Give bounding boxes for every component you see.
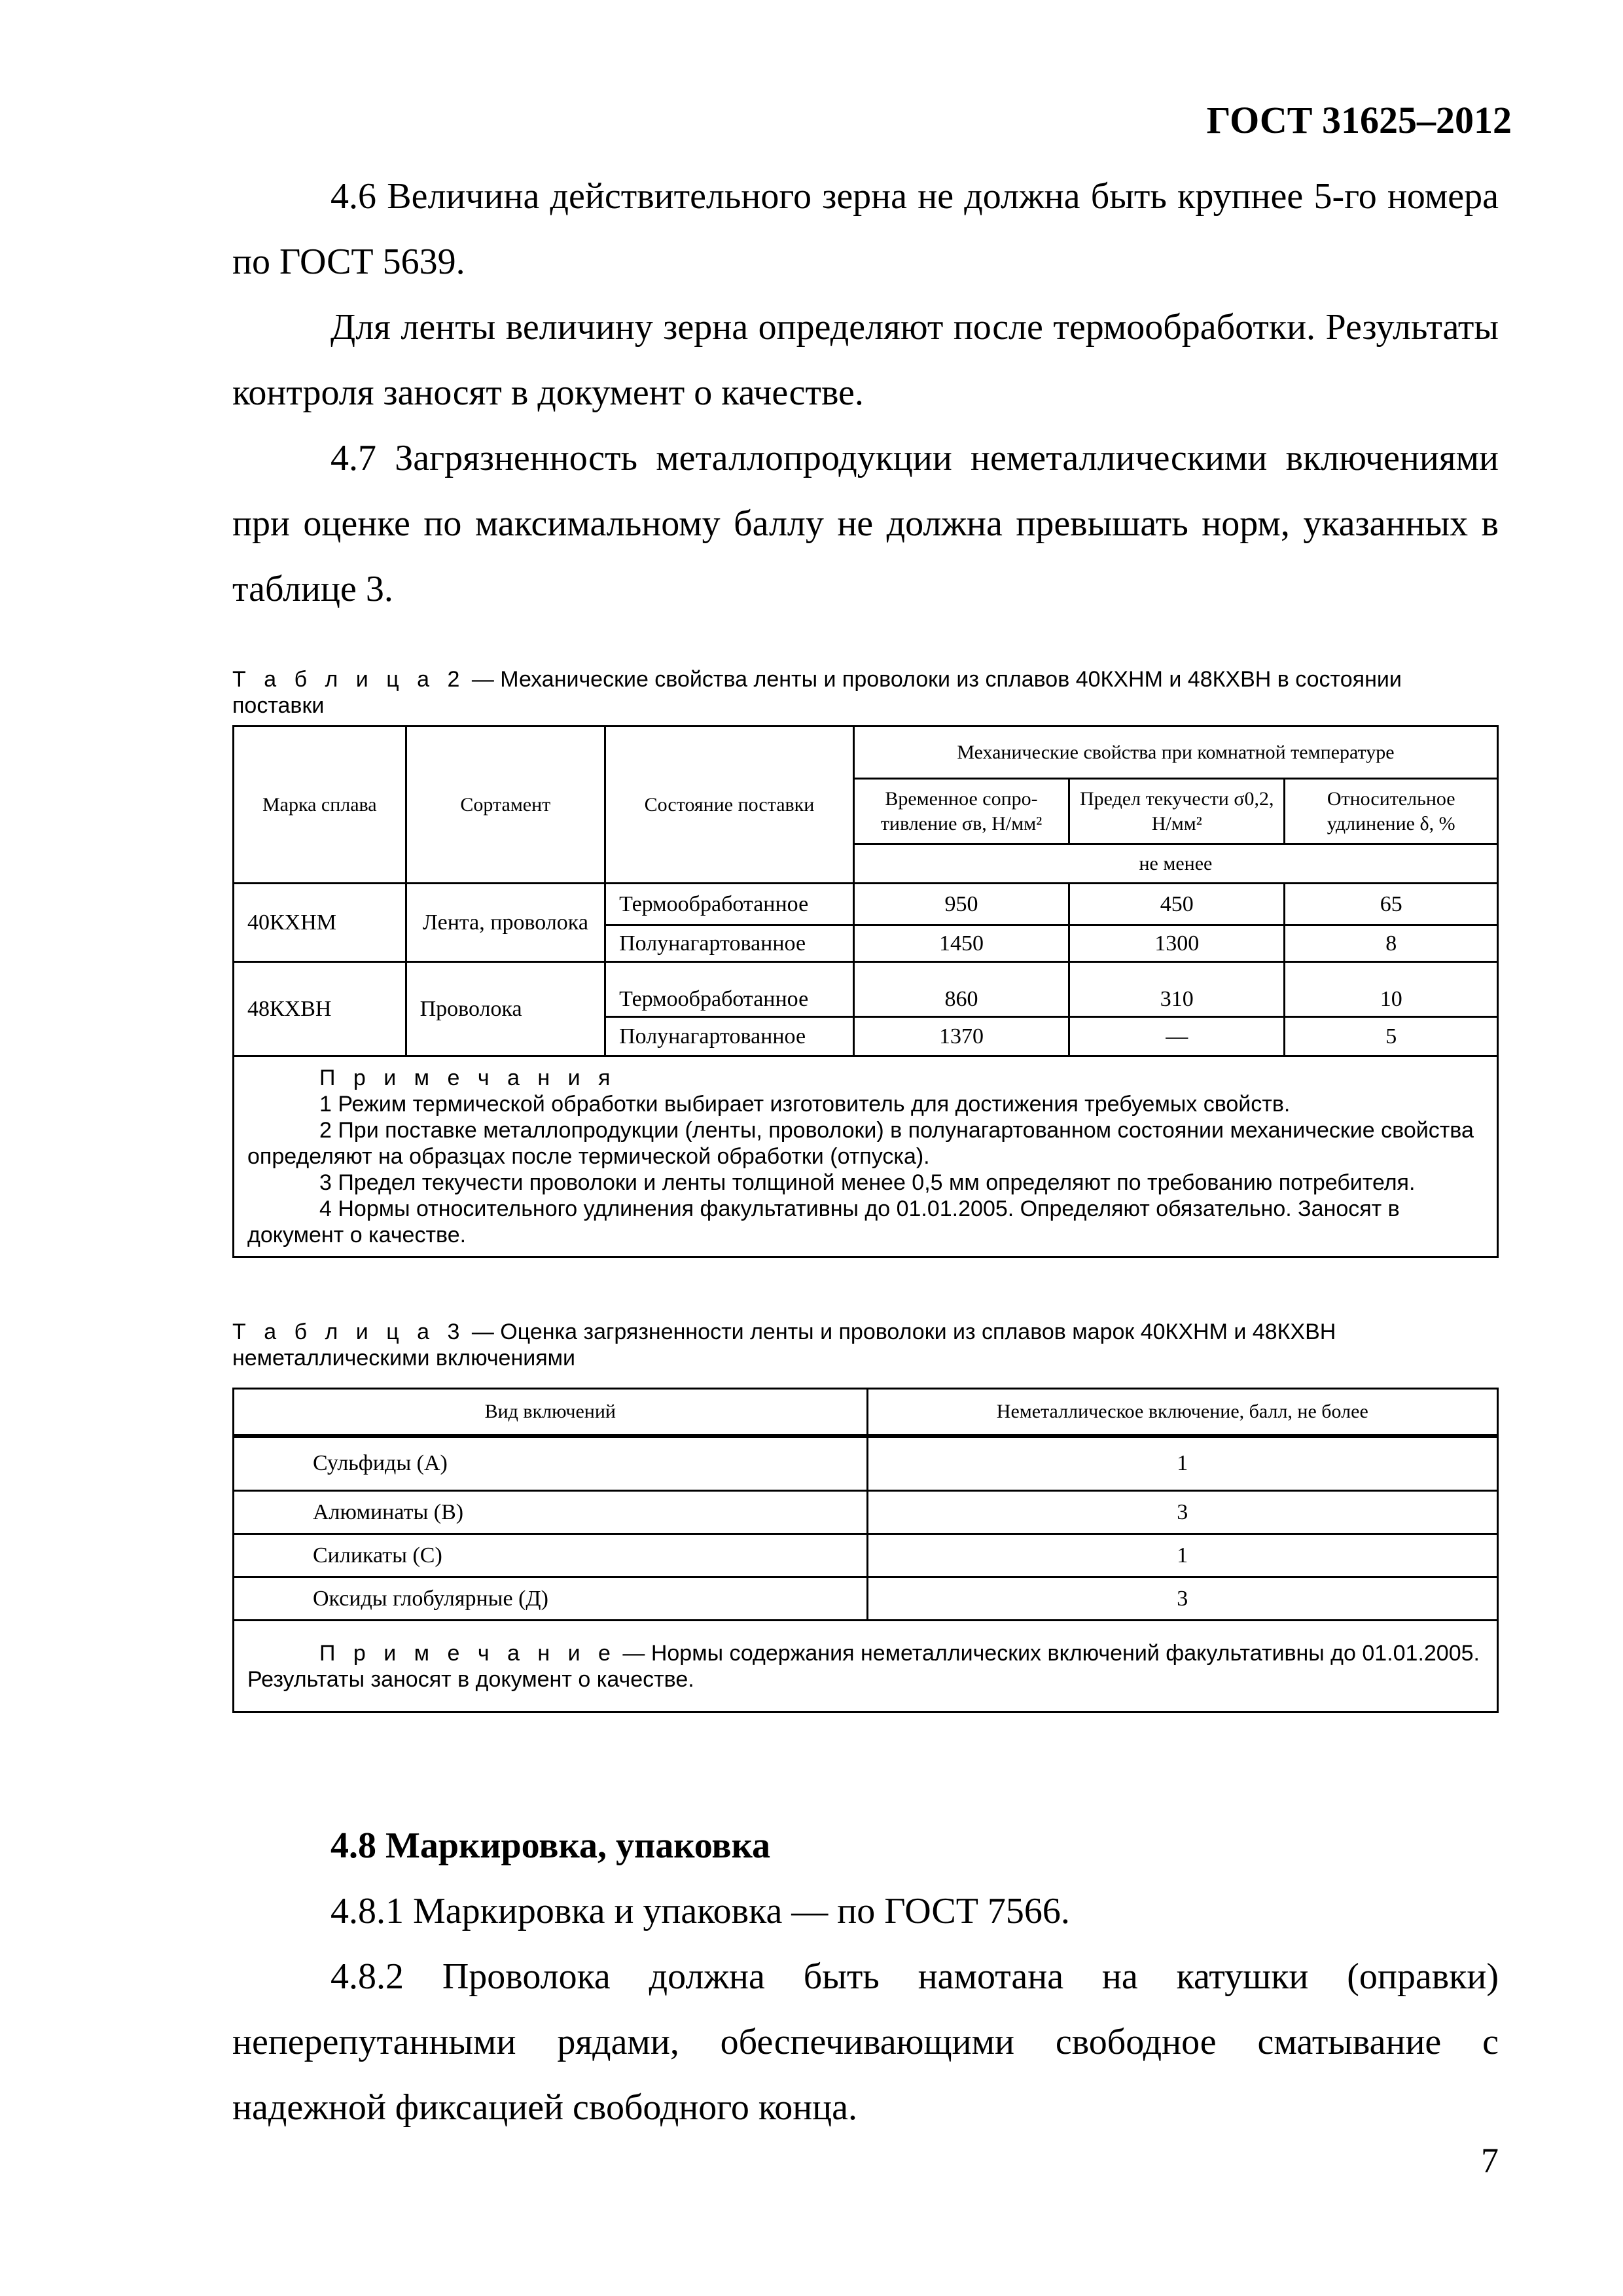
table-cell-elongation: 5 [1285,1017,1498,1056]
table-cell-inclusion-score: 3 [867,1491,1497,1534]
paragraph-4-6: 4.6 Величина действительного зерна не должна быть крупнее 5-го номера по ГОСТ 5639. [232,176,1499,282]
header-yield-strength: Предел текучести σ0,2, Н/мм² [1069,779,1285,844]
table-cell-yield: 1300 [1069,925,1285,962]
table-cell-inclusion-score: 1 [867,1534,1497,1577]
table2-caption-prefix: Т а б л и ц а 2 [232,667,466,692]
header-tensile-strength: Временное сопро-тивление σв, Н/мм² [853,779,1069,844]
header-inclusion-kind: Вид включений [234,1389,868,1436]
table-cell-yield: 310 [1069,962,1285,1017]
table-cell-strength: 950 [853,884,1069,925]
table-cell-inclusion-kind: Оксиды глобулярные (Д) [234,1577,868,1621]
table2-notes-title: П р и м е ч а н и я [319,1066,616,1090]
header-delivery-state: Состояние поставки [605,726,854,884]
table2-note-4: 4 Нормы относительного удлинения факультативны до 01.01.2005. Определяют обязательно. Заносят в документ о качестве. [247,1196,1400,1247]
table-cell-inclusion-kind: Силикаты (С) [234,1534,868,1577]
table-cell-yield: — [1069,1017,1285,1056]
table3-note [234,1621,1498,1712]
table3-caption-prefix: Т а б л и ц а 3 [232,1319,466,1344]
mechanical-properties-table [232,725,1499,1258]
paragraph-4-8-2: 4.8.2 Проволока должна быть намотана на катушки (оправки) неперепутанными рядами, обеспечивающими свободное сматывание с надежной фиксацией свободного конца. [232,1956,1499,2128]
table2-caption [232,666,1499,719]
table-cell-inclusion-score: 1 [867,1436,1497,1491]
table3-caption-text: — Оценка загрязненности ленты и проволоки из сплавов марок 40КХНМ и 48КХВН неметаллическими включениями [232,1319,1336,1371]
page-number: 7 [1481,2141,1499,2180]
document-header-id: ГОСТ 31625–2012 [1206,99,1512,141]
table3-note-text: — Нормы содержания неметаллических включений факультативны до 01.01.2005. Результаты заносят в документ о качестве. [247,1640,1480,1692]
table-cell-grade: 48КХВН [234,962,406,1056]
header-inclusion-score: Неметаллическое включение, балл, не более [867,1389,1497,1436]
table-cell-state: Полунагартованное [605,1017,854,1056]
header-grade: Марка сплава [234,726,406,884]
paragraph-4-7: 4.7 Загрязненность металлопродукции неметаллическими включениями при оценке по максимальному баллу не должна превышать норм, указанных в таблице 3. [232,438,1499,609]
paragraph-4-8-1: 4.8.1 Маркировка и упаковка — по ГОСТ 7566. [330,1891,1070,1931]
table-cell-assortment: Лента, проволока [406,884,605,962]
table-cell-state: Полунагартованное [605,925,854,962]
paragraph-4-6-grain: Для ленты величину зерна определяют после термообработки. Результаты контроля заносят в документ о качестве. [232,307,1499,413]
table2-notes [234,1056,1498,1257]
inclusions-table [232,1388,1499,1713]
header-not-less: не менее [853,844,1497,884]
table2-note-2: 2 При поставке металлопродукции (ленты, проволоки) в полунагартованном состоянии механические свойства определяют на образцах после термической обработки (отпуска). [247,1118,1474,1169]
table-cell-strength: 1450 [853,925,1069,962]
table-cell-strength: 860 [853,962,1069,1017]
table-cell-state: Термообработанное [605,962,854,1017]
table-cell-elongation: 10 [1285,962,1498,1017]
table2-note-3: 3 Предел текучести проволоки и ленты толщиной менее 0,5 мм определяют по требованию потребителя. [319,1170,1416,1195]
header-mechanical-group: Механические свойства при комнатной температуре [853,726,1497,779]
section-4-8-title: 4.8 Маркировка, упаковка [330,1825,770,1866]
table-cell-strength: 1370 [853,1017,1069,1056]
table-cell-state: Термообработанное [605,884,854,925]
table3-note-prefix: П р и м е ч а н и е [319,1640,616,1666]
section-4-8 [232,1813,1499,2140]
table-cell-yield: 450 [1069,884,1285,925]
table-cell-inclusion-score: 3 [867,1577,1497,1621]
table-cell-elongation: 65 [1285,884,1498,925]
body-text-top [232,164,1499,622]
table-cell-inclusion-kind: Сульфиды (А) [234,1436,868,1491]
table2-note-1: 1 Режим термической обработки выбирает изготовитель для достижения требуемых свойств. [319,1092,1291,1117]
table-cell-inclusion-kind: Алюминаты (В) [234,1491,868,1534]
header-elongation: Относительное удлинение δ, % [1285,779,1498,844]
header-assortment: Сортамент [406,726,605,884]
table2-caption-text: — Механические свойства ленты и проволоки из сплавов 40КХНМ и 48КХВН в состоянии поставки [232,667,1402,718]
table-cell-grade: 40КХНМ [234,884,406,962]
table-cell-assortment: Проволока [406,962,605,1056]
table3-caption [232,1319,1499,1371]
table-cell-elongation: 8 [1285,925,1498,962]
